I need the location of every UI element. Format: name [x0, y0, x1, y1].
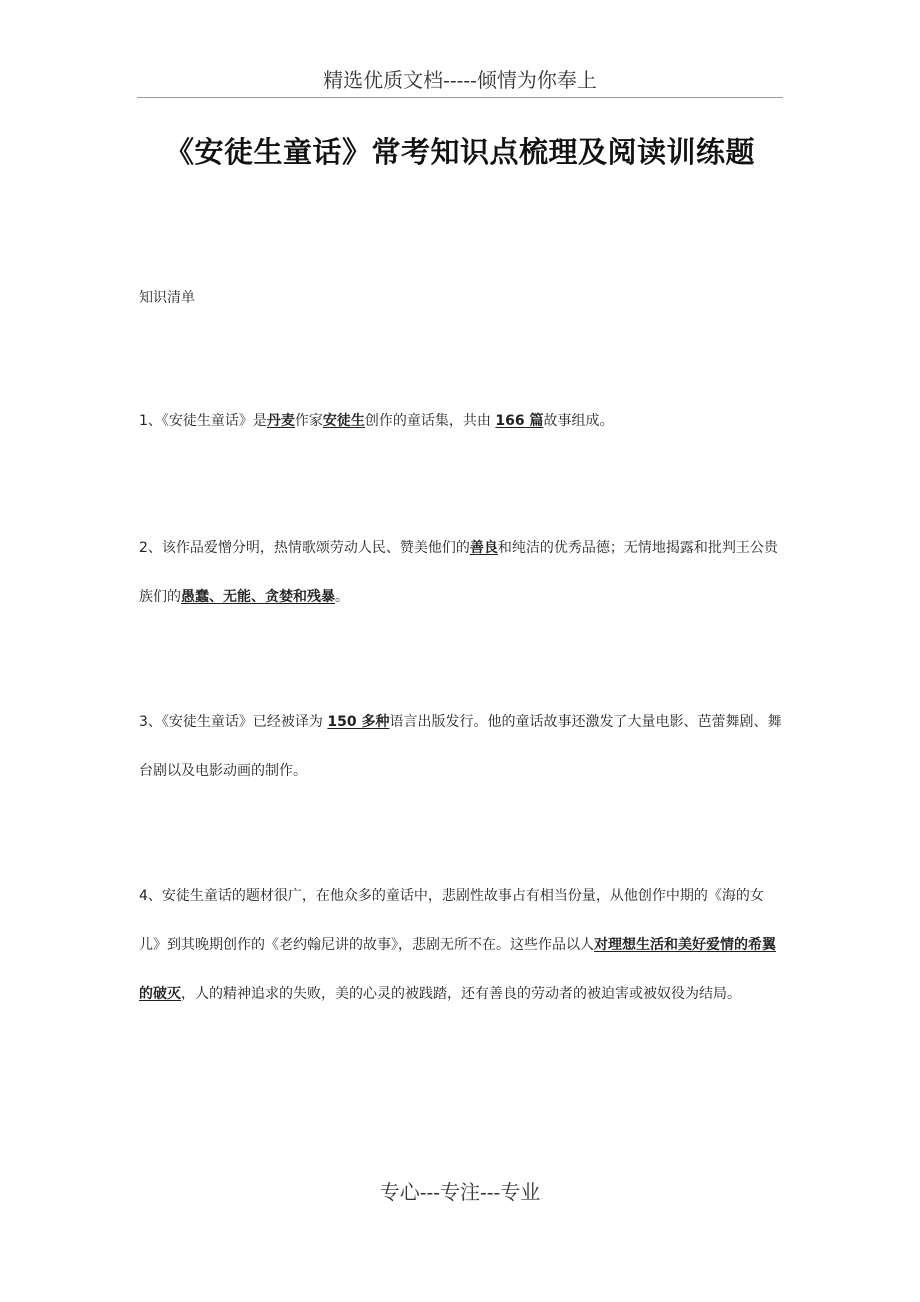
- item-4-text-1: 4、安徒生童话的题材很广，在他众多的童话中，悲剧性故事占有相当份量，从他创作中期的《海的女儿》到其晚期创作的《老约翰尼讲的故事》，悲剧无所不在。这些作品以人: [139, 888, 764, 953]
- page-footer: 专心---专注---专业: [379, 1180, 541, 1204]
- knowledge-item-4: [139, 872, 784, 1019]
- item-2-key-1: 善良: [469, 540, 498, 556]
- item-3-key-1: 150 多种: [327, 714, 390, 730]
- item-1-key-2: 安徒生: [322, 413, 365, 429]
- knowledge-item-2: [139, 524, 784, 622]
- item-4-text-2: ，人的精神追求的失败，美的心灵的被践踏，还有善良的劳动者的被迫害或被奴役为结局。: [181, 986, 741, 1002]
- header-divider: [137, 97, 783, 98]
- knowledge-item-1: [139, 397, 784, 446]
- knowledge-item-3: [139, 698, 784, 796]
- item-1-key-3: 166 篇: [495, 413, 544, 429]
- item-1-text-2: 作家: [294, 413, 323, 429]
- item-1-text-1: 1、《安徒生童话》是: [139, 413, 267, 429]
- item-1-key-1: 丹麦: [266, 413, 295, 429]
- item-3-text-1: 3、《安徒生童话》已经被译为: [139, 714, 328, 730]
- item-2-text-3: 。: [335, 589, 349, 605]
- item-2-key-2: 愚蠢、无能、贪婪和残暴: [181, 589, 335, 605]
- section-label: 知识清单: [139, 290, 195, 306]
- item-1-text-3: 创作的童话集，共由: [364, 413, 496, 429]
- document-title: 《安徒生童话》常考知识点梳理及阅读训练题: [164, 135, 755, 169]
- item-1-text-4: 故事组成。: [543, 413, 614, 429]
- page-header: 精选优质文档-----倾情为你奉上: [323, 68, 597, 92]
- item-2-text-2: 和纯洁的优秀品德；无情地揭露和批判王公贵族们的: [139, 540, 778, 605]
- item-3-text-2: 语言出版发行。他的童话故事还激发了大量电影、芭蕾舞剧、舞台剧以及电影动画的制作。: [139, 714, 782, 779]
- item-2-text-1: 2、该作品爱憎分明，热情歌颂劳动人民、赞美他们的: [139, 540, 470, 556]
- item-4-key-1: 对理想生活和美好爱情的希翼的破灭: [139, 937, 776, 1002]
